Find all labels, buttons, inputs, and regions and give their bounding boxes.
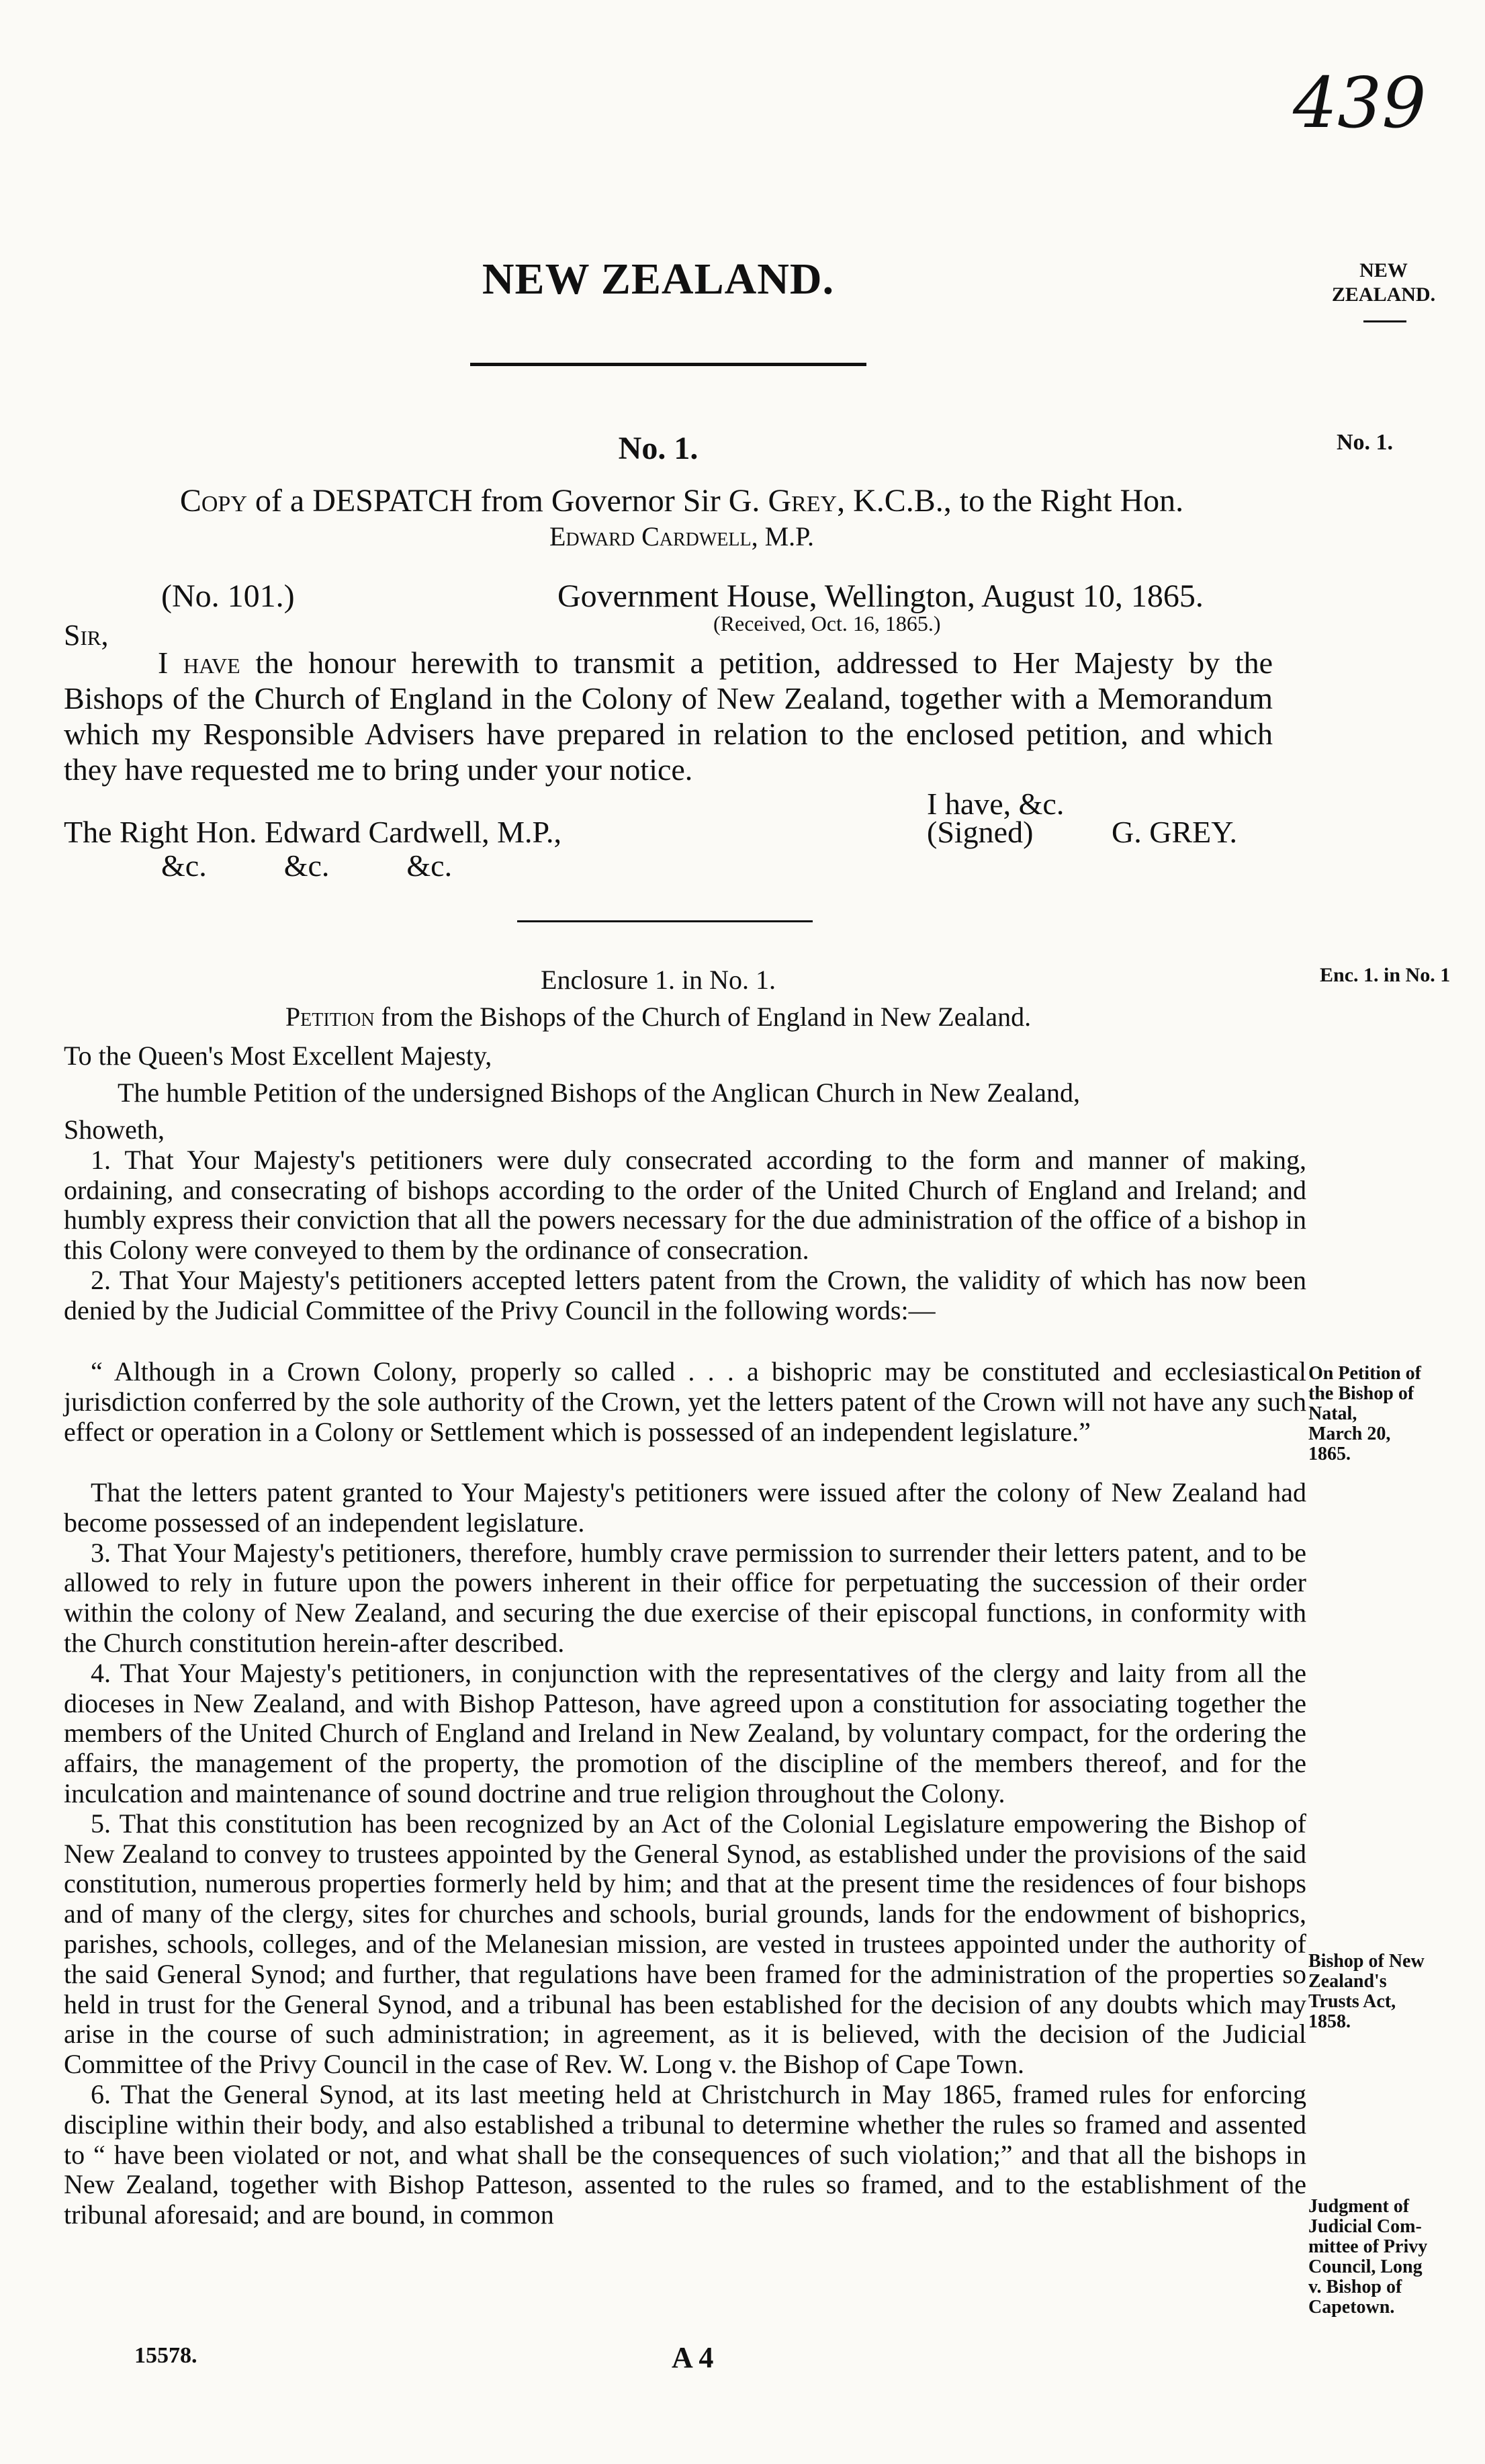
margin-note-judgment [1308, 2197, 1470, 2318]
margin-header-rule [1363, 320, 1406, 322]
petition-body-1 [64, 1115, 1306, 1326]
page-number: 439 [1293, 62, 1427, 144]
petition-humble [118, 1078, 1313, 1108]
note-line: Judgment of [1308, 2196, 1410, 2217]
note-line: Trusts Act, [1308, 1991, 1396, 2012]
margin-header [1303, 259, 1464, 307]
salutation: Sir, [64, 619, 109, 652]
note-line: 1865. [1308, 1444, 1351, 1464]
paragraph-4: 4. That Your Majesty's petitioners, in conjunction with the representatives of the clergy and laity from all the dioceses in New Zealand, and with Bishop Patteson, have agreed upon a constitution for associating together the members of the United Church of England and Ireland in New Zealand, by voluntary compact, for the ordering the affairs, the management of the property, the promotion of the discipline of the members thereof, and for the inculcation and maintenance of sound doctrine and true religion throughout the Colony. [64, 1657, 1306, 1808]
page-title: NEW ZEALAND. [482, 255, 835, 304]
petition-title-text: from the Bishops of the Church of England in New Zealand. [374, 1002, 1032, 1032]
despatch-heading [0, 482, 1363, 519]
section-rule [517, 920, 813, 922]
paragraph-1: 1. That Your Majesty's petitioners were duly consecrated according to the form and manner of making, ordaining, and consecrating of bishops according to the order of the United Church of England and Ireland; and humbly express their conviction that all the powers necessary for the due administration of the office of a bishop in this Colony were conveyed to them by the ordinance of consecration. [64, 1144, 1306, 1266]
title-rule [470, 363, 866, 366]
note-line: Judicial Com- [1308, 2216, 1422, 2237]
paragraph-2b: That the letters patent granted to Your Majesty's petitioners were issued after the colony of New Zealand had become possessed of an independent legislature. [64, 1477, 1306, 1538]
paragraph-5: 5. That this constitution has been recognized by an Act of the Colonial Legislature empowering the Bishop of New Zealand to convey to trustees appointed by the General Synod, as established under the provisions of the said constitution, numerous properties formerly held by him; and that at the present time the residences of four bishops and of many of the clergy, sites for churches and schools, burial grounds, lands for the endowment of bishoprics, parishes, schools, colleges, and of the Melanesian mission, are vested in trustees appointed under the authority of the said General Synod; and further, that regulations have been framed for the administration of the properties so held in trust for the General Synod, and a tribunal has been established for the decision of any doubts which may arise in the course of such administration; in agreement, as it is believed, with the decision of the Judicial Committee of the Privy Council in the case of Rev. W. Long v. the Bishop of Cape Town. [64, 1808, 1306, 2080]
showeth: Showeth, [64, 1114, 165, 1145]
note-line: Bishop of New [1308, 1951, 1425, 1972]
received-date: (Received, Oct. 16, 1865.) [713, 611, 941, 635]
note-line: 1858. [1308, 2011, 1351, 2032]
note-line: Capetown. [1308, 2297, 1395, 2318]
heading-text: of a DESPATCH from Governor Sir G. [246, 483, 768, 519]
paragraph-6: 6. That the General Synod, at its last meeting held at Christchurch in May 1865, framed rules for enforcing discipline within their body, and also established a tribunal to determine whether the rules so framed and assented to “ have been violated or not, and what shall be the consequences of such violation;” and that all the bishops in New Zealand, together with Bishop Patteson, assented to the rules so framed, and to the establishment of the tribunal aforesaid; and are bound, in common [64, 2078, 1306, 2230]
note-line: Zealand's [1308, 1971, 1387, 1992]
margin-header-line2: ZEALAND. [1331, 283, 1436, 306]
body-lead: I have [158, 646, 240, 680]
closing: I have, &c. [927, 787, 1065, 821]
margin-note-natal [1308, 1364, 1470, 1464]
paragraph-3: 3. That Your Majesty's petitioners, therefore, humbly crave permission to surrender their letters patent, and to be allowed to rely in future upon the powers inherent in their office for perpetuating the succession of their order within the colony of New Zealand, and securing the due exercise of their episcopal functions, in conformity with the Church constitution herein-after described. [64, 1537, 1306, 1658]
note-line: March 20, [1308, 1423, 1391, 1444]
margin-enclosure: Enc. 1. in No. 1 [1320, 964, 1451, 986]
signed-label: (Signed) [927, 815, 1034, 849]
despatch-body [64, 645, 1273, 787]
despatch-serial: (No. 101.) [161, 578, 295, 614]
addressee-etc: &c. &c. &c. [161, 848, 453, 883]
addressee: The Right Hon. Edward Cardwell, M.P., [64, 815, 562, 849]
margin-despatch-number: No. 1. [1337, 430, 1394, 455]
quotation: “ Although in a Crown Colony, properly so called . . . a bishopric may be constituted and ecclesiastical jurisdiction conferred by the sole authority of the Crown, yet the letters patent of the Crown will not have any such effect or operation in a Colony or Settlement which is possessed of an independent legislature.” [64, 1356, 1306, 1447]
note-line: mittee of Privy [1308, 2236, 1428, 2257]
petition-body-2 [64, 1478, 1306, 2230]
body-text: the honour herewith to transmit a petition, addressed to Her Majesty by the Bishops of the Church of England in the Colony of New Zealand, together with a Memorandum which my Responsible Advisers have prepared in relation to the enclosed petition, and which they have requested me to bring under your notice. [64, 646, 1273, 787]
note-line: v. Bishop of [1308, 2277, 1402, 2297]
heading-grey: Grey [768, 483, 838, 519]
margin-note-trusts [1308, 1951, 1470, 2032]
petition-to: To the Queen's Most Excellent Majesty, [64, 1041, 492, 1071]
margin-header-line1: NEW [1359, 259, 1408, 281]
petition-address [64, 1041, 1306, 1071]
humble-line: The humble Petition of the undersigned Bishops of the Anglican Church in New Zealand, [118, 1077, 1081, 1108]
petition-title [0, 1001, 1316, 1032]
note-line: Council, Long [1308, 2256, 1423, 2277]
paragraph-2: 2. That Your Majesty's petitioners accepted letters patent from the Crown, the validity of which has now been denied by the Judicial Committee of the Privy Council in the following words:— [64, 1264, 1306, 1325]
petition-word: Petition [285, 1002, 375, 1032]
place-date: Government House, Wellington, August 10, 1865. [557, 578, 1204, 614]
signature-mark: A 4 [672, 2341, 714, 2374]
heading-rank: , K.C.B., to the Right Hon. [837, 483, 1184, 519]
despatch-addressee-heading: Edward Cardwell, M.P. [549, 521, 814, 552]
despatch-number: No. 1. [618, 431, 699, 466]
heading-copy: Copy [179, 483, 247, 519]
print-number: 15578. [134, 2343, 197, 2368]
signature: G. GREY. [1112, 815, 1238, 849]
note-line: On Petition of [1308, 1363, 1421, 1384]
enclosure-title: Enclosure 1. in No. 1. [541, 965, 776, 995]
note-line: Natal, [1308, 1403, 1357, 1424]
petition-quote [64, 1357, 1306, 1447]
note-line: the Bishop of [1308, 1383, 1414, 1404]
